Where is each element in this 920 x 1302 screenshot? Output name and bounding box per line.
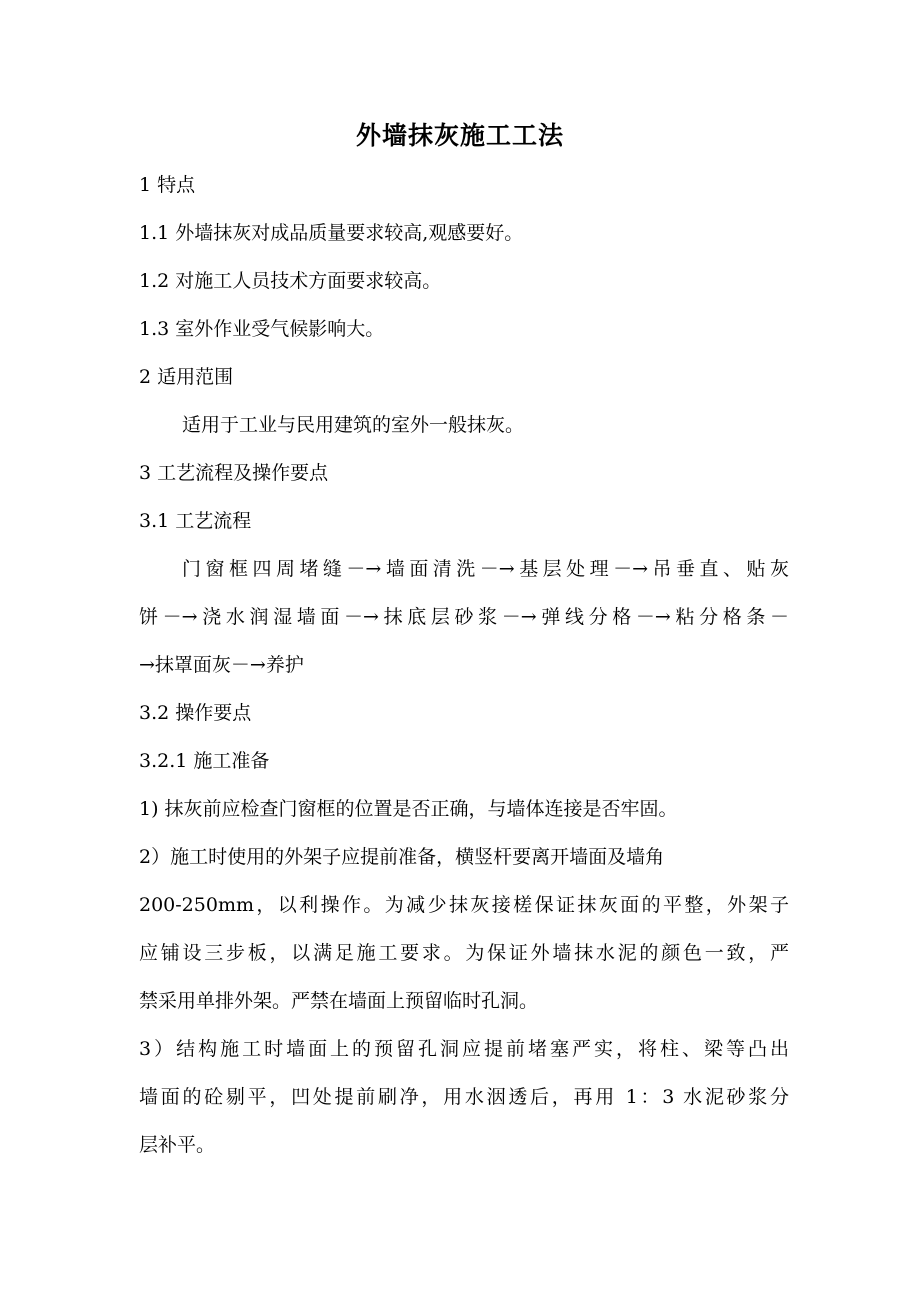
paragraph-1-3: 1.3 室外作业受气候影响大。 [139, 318, 385, 340]
document-title: 外墙抹灰施工工法 [355, 121, 564, 150]
subsection-heading-3-2-1: 3.2.1 施工准备 [139, 750, 270, 772]
item-2-line-2: 200-250mm，以利操作。为减少抹灰接槎保证抹灰面的平整，外架子 [139, 894, 789, 916]
process-flow-line-2: 饼－→浇水润湿墙面－→抹底层砂浆－→弹线分格－→粘分格条－ [139, 606, 789, 628]
item-2-line-1: 2）施工时使用的外架子应提前准备，横竖杆要离开墙面及墙角 [139, 846, 665, 868]
section-heading-1: 1 特点 [139, 174, 196, 196]
process-flow-line-3: →抹罩面灰－→养护 [139, 654, 304, 676]
section-heading-3: 3 工艺流程及操作要点 [139, 462, 329, 484]
paragraph-1-2: 1.2 对施工人员技术方面要求较高。 [139, 270, 442, 292]
item-2-line-3: 应铺设三步板，以满足施工要求。为保证外墙抹水泥的颜色一致，严 [139, 942, 789, 964]
process-flow-line-1: 门窗框四周堵缝－→墙面清洗－→基层处理－→吊垂直、贴灰 [182, 558, 789, 580]
section-heading-2: 2 适用范围 [139, 366, 234, 388]
subsection-heading-3-2: 3.2 操作要点 [139, 702, 252, 724]
subsection-heading-3-1: 3.1 工艺流程 [139, 510, 252, 532]
item-3-line-2: 墙面的砼剔平，凹处提前刷净，用水洇透后，再用 1：3 水泥砂浆分 [139, 1086, 789, 1108]
paragraph-1-1: 1.1 外墙抹灰对成品质量要求较高,观感要好。 [139, 222, 524, 244]
item-3-line-3: 层补平。 [139, 1134, 216, 1156]
item-1: 1) 抹灰前应检查门窗框的位置是否正确，与墙体连接是否牢固。 [139, 798, 678, 820]
item-3-line-1: 3）结构施工时墙面上的预留孔洞应提前堵塞严实，将柱、梁等凸出 [139, 1038, 789, 1060]
paragraph-2-scope: 适用于工业与民用建筑的室外一般抹灰。 [182, 414, 525, 436]
item-2-line-4: 禁采用单排外架。严禁在墙面上预留临时孔洞。 [139, 990, 539, 1012]
